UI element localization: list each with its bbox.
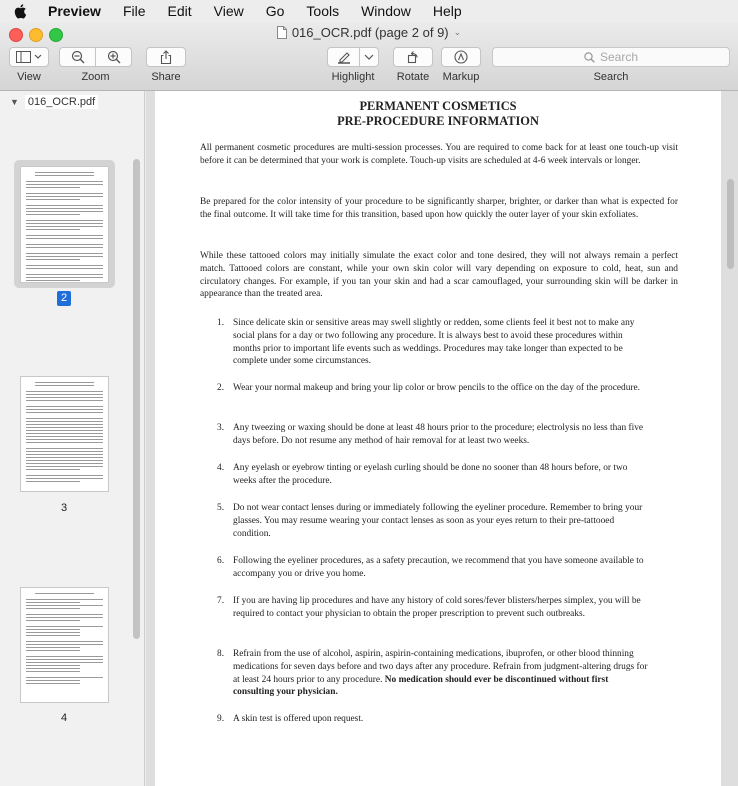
list-number: 3. xyxy=(217,423,225,433)
search-label: Search xyxy=(593,71,629,83)
disclosure-triangle-icon[interactable]: ▼ xyxy=(10,97,19,107)
document-view[interactable] xyxy=(146,91,738,786)
thumbnail-page-2[interactable] xyxy=(20,166,109,283)
search-placeholder: Search xyxy=(599,50,639,64)
paragraph: All permanent cosmetic procedures are multi-session processes. You are required to come back for at least one touch-up visit before it can be determined that your work is complete. Touch-up visits are scheduled at 4-6 week intervals or longer. xyxy=(200,143,678,166)
search-input[interactable] xyxy=(492,47,730,67)
sidebar-view-icon xyxy=(16,51,42,63)
rotate-button[interactable] xyxy=(393,47,433,67)
highlighter-icon xyxy=(336,50,352,64)
list-number: 7. xyxy=(217,596,225,606)
paragraph: Be prepared for the color intensity of your procedure to be significantly sharper, brighter, or darker than what is expected for the final outcome. It will take time for this transition, based upon how quickly the outer layer of your skin exfoliates. xyxy=(200,197,678,220)
sidebar-file-header[interactable] xyxy=(10,95,98,109)
list-number: 4. xyxy=(217,463,225,473)
list-item xyxy=(217,462,649,488)
list-text: A skin test is offered upon request. xyxy=(233,714,364,724)
markup-button[interactable] xyxy=(441,47,481,67)
menu-file[interactable]: File xyxy=(122,3,146,19)
pdf-document-icon xyxy=(277,26,287,39)
window-title[interactable] xyxy=(0,25,738,40)
list-text: Wear your normal makeup and bring your lip color or brow pencils to the office on the day of the procedure. xyxy=(233,383,641,393)
thumbnail-page-4[interactable] xyxy=(20,587,109,703)
zoom-out-icon xyxy=(71,50,85,64)
menu-go[interactable]: Go xyxy=(265,3,285,19)
list-item xyxy=(217,555,649,581)
paragraph: While these tattooed colors may initially simulate the exact color and tone desired, they will not always remain a perfect match. Tattooed colors are constant, while your own skin color will vary depending on exposure to cold, heat, sun and circulatory changes. For example, if you tan your skin and had a scar camouflaged, your surrounding skin will be darker in appearance than the treated area. xyxy=(200,251,678,300)
list-item xyxy=(217,713,649,726)
chevron-down-icon: ⌄ xyxy=(453,27,462,37)
thumbnail-page-number: 4 xyxy=(60,712,68,724)
list-text: Since delicate skin or sensitive areas may swell slightly or redden, some clients feel it best not to make any social plans for a day or two following any procedure. It is always best to avoid these procedures within months prior to important life events such as weddings. Procedures may take longer than expected to be complete under some circumstances. xyxy=(233,318,635,367)
window-toolbar xyxy=(0,22,738,91)
share-label: Share xyxy=(151,71,181,83)
document-title-line-1: PERMANENT COSMETICS xyxy=(359,99,517,113)
list-number: 5. xyxy=(217,503,225,513)
menu-help[interactable]: Help xyxy=(432,3,462,19)
zoom-in-button[interactable] xyxy=(95,47,132,67)
apple-logo-icon[interactable] xyxy=(13,3,29,19)
search-icon xyxy=(584,52,595,63)
thumbnail-page-3[interactable] xyxy=(20,376,109,492)
list-item xyxy=(217,317,649,368)
rotate-icon xyxy=(406,50,420,64)
list-text: Any eyelash or eyebrow tinting or eyelash curling should be done no sooner than 48 hours before, or two weeks after the procedure. xyxy=(233,463,628,486)
list-item xyxy=(217,595,649,621)
view-label: View xyxy=(17,71,41,83)
document-scrollbar[interactable] xyxy=(727,179,734,269)
menu-edit[interactable]: Edit xyxy=(167,3,192,19)
list-text: Following the eyeliner procedures, as a safety precaution, we recommend that you have someone available to accompany you or drive you home. xyxy=(233,556,644,579)
menu-app-preview[interactable]: Preview xyxy=(48,3,101,19)
list-item xyxy=(217,382,649,395)
list-number: 2. xyxy=(217,383,225,393)
menu-window[interactable]: Window xyxy=(361,3,411,19)
highlight-button[interactable] xyxy=(327,47,360,67)
thumbnail-sidebar[interactable] xyxy=(0,91,145,786)
list-number: 1. xyxy=(217,318,225,328)
highlight-options-button[interactable] xyxy=(359,47,379,67)
markup-label: Markup xyxy=(442,71,480,83)
list-item xyxy=(217,648,649,699)
sidebar-file-name: 016_OCR.pdf xyxy=(25,95,98,109)
menu-view[interactable]: View xyxy=(213,3,244,19)
list-number: 6. xyxy=(217,556,225,566)
list-text-bold: No medication should ever be discontinued without first consulting your physician. xyxy=(233,674,609,698)
list-text: If you are having lip procedures and have any history of cold sores/fever blisters/herpes simplex, you will be required to contact your physician to obtain the proper prescription to prevent such outbreaks. xyxy=(233,596,641,619)
list-item xyxy=(217,502,649,540)
document-title-line-2: PRE-PROCEDURE INFORMATION xyxy=(337,114,539,128)
share-button[interactable] xyxy=(146,47,186,67)
menu-bar xyxy=(0,0,738,22)
list-text: Do not wear contact lenses during or immediately following the eyeliner procedure. Remember to bring your glasses. You may resume wearing your contact lenses as soon as your eyes return to their pre-tattooed condition. xyxy=(233,503,643,539)
thumbnail-page-number: 3 xyxy=(60,502,68,514)
markup-pen-icon xyxy=(454,50,468,64)
sidebar-scrollbar[interactable] xyxy=(133,159,140,639)
highlight-label: Highlight xyxy=(331,71,375,83)
chevron-down-icon xyxy=(364,54,374,60)
list-text: Any tweezing or waxing should be done at least 48 hours prior to the procedure; electrolysis no less than five days before. Do not resume any method of hair removal for at least two weeks. xyxy=(233,423,644,446)
list-number: 9. xyxy=(217,714,225,724)
share-icon xyxy=(160,50,172,64)
pdf-page[interactable] xyxy=(155,91,721,786)
zoom-out-button[interactable] xyxy=(59,47,96,67)
view-button[interactable] xyxy=(9,47,49,67)
thumbnail-page-number: 2 xyxy=(57,291,71,306)
list-text xyxy=(233,648,649,699)
zoom-in-icon xyxy=(107,50,121,64)
list-item xyxy=(217,422,649,448)
list-text-regular: Refrain from the use of alcohol, aspirin, aspirin-containing medications, ibuprofen, or other blood thinning medications for seven days before and two days after any procedure. Refrain from judgment-altering drugs for at least 24 hours prior to any procedure. xyxy=(233,649,648,685)
menu-tools[interactable]: Tools xyxy=(306,3,340,19)
zoom-label: Zoom xyxy=(81,71,110,83)
list-number: 8. xyxy=(217,649,225,659)
window-title-text: 016_OCR.pdf (page 2 of 9) xyxy=(291,25,449,40)
rotate-label: Rotate xyxy=(396,71,430,83)
